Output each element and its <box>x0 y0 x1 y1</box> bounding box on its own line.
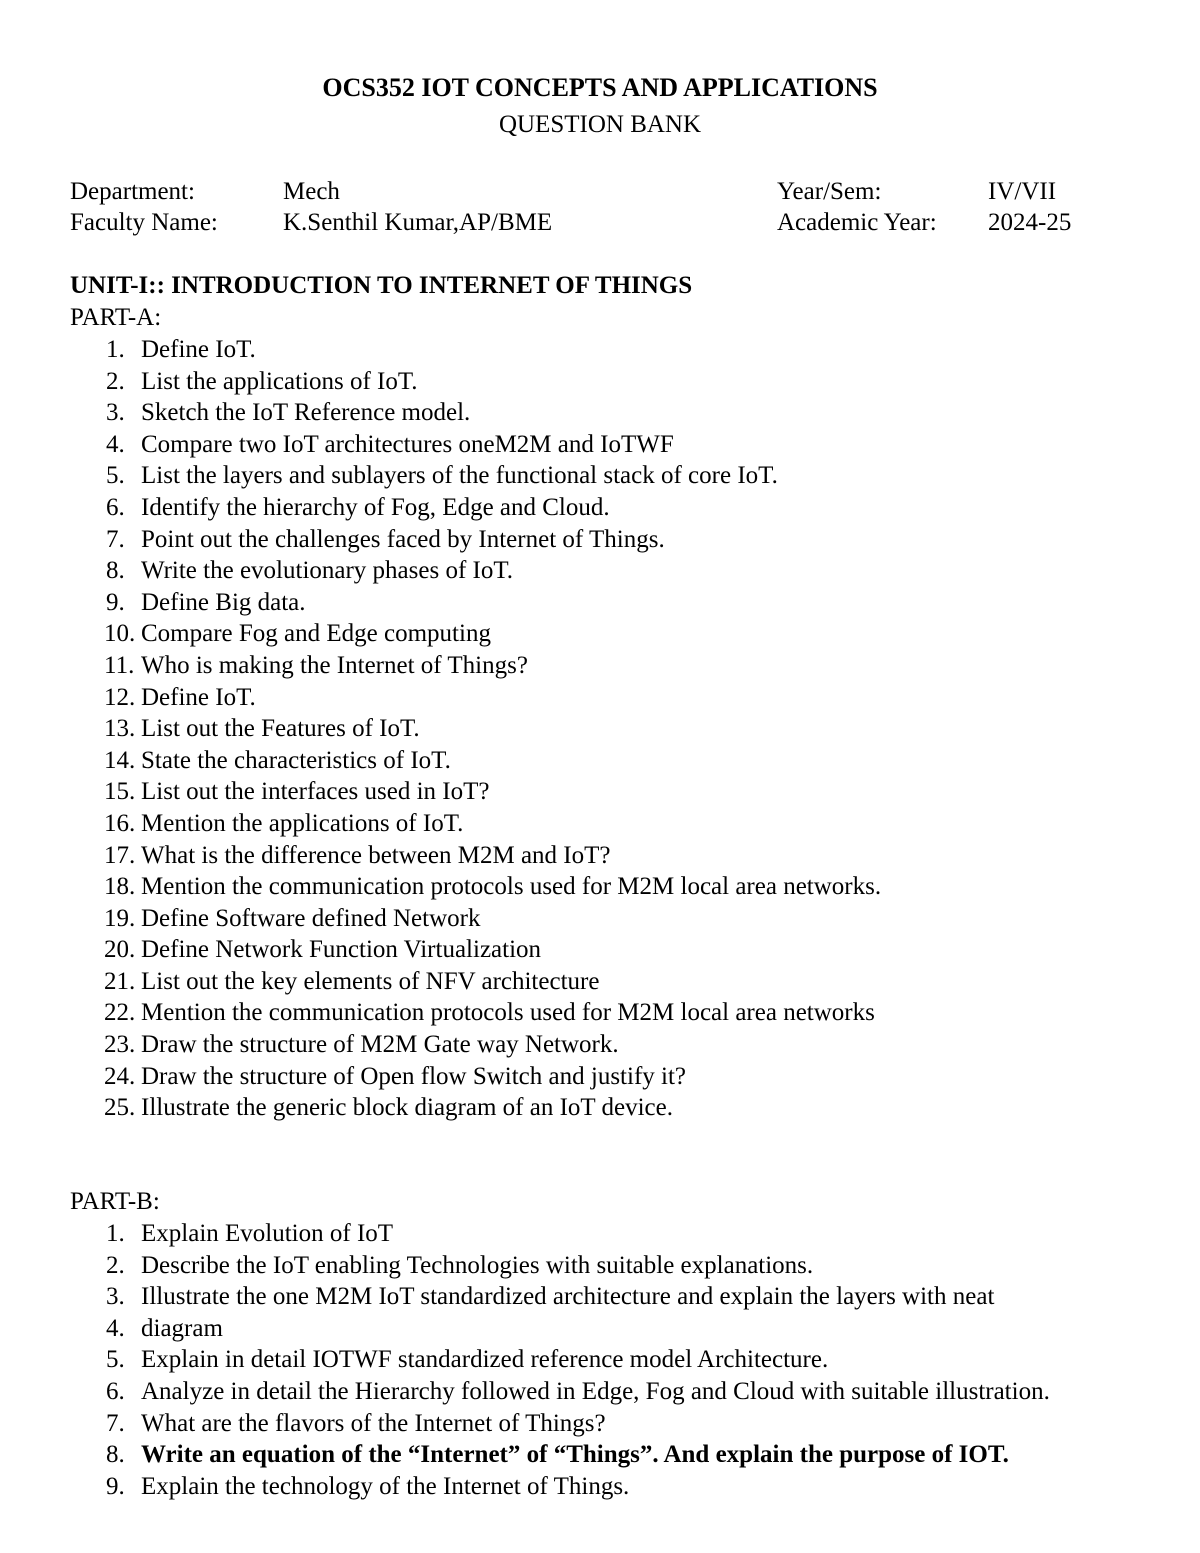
part-a-question-item <box>0 492 1200 524</box>
faculty-value: K.Senthil Kumar,AP/BME <box>283 209 553 236</box>
question-text: Explain in detail IOTWF standardized reference model Architecture. <box>141 1346 829 1374</box>
question-text: Who is making the Internet of Things? <box>141 651 528 679</box>
year-sem-label: Year/Sem: <box>777 178 882 205</box>
question-text: Compare Fog and Edge computing <box>141 620 491 648</box>
question-number: 12. <box>104 683 136 711</box>
part-a-question-item <box>0 808 1200 840</box>
question-text: Define Software defined Network <box>141 904 481 932</box>
question-number: 19. <box>104 904 136 932</box>
question-text: Analyze in detail the Hierarchy followed in Edge, Fog and Cloud with suitable illustration. <box>141 1377 1050 1405</box>
part-a-question-item <box>0 555 1200 587</box>
question-text: Point out the challenges faced by Internet of Things. <box>141 525 665 553</box>
part-b-question-item <box>0 1439 1200 1471</box>
part-a-question-item <box>0 745 1200 777</box>
part-a-question-item <box>0 587 1200 619</box>
question-number: 2. <box>106 367 125 395</box>
question-text: Write an equation of the “Internet” of “Things”. And explain the purpose of IOT. <box>141 1441 1009 1469</box>
part-b-question-item <box>0 1281 1200 1313</box>
part-a-question-item <box>0 871 1200 903</box>
part-a-question-item <box>0 682 1200 714</box>
part-a-question-item <box>0 776 1200 808</box>
part-a-question-item <box>0 840 1200 872</box>
question-text: Write the evolutionary phases of IoT. <box>141 557 514 585</box>
question-text: Define Big data. <box>141 588 306 616</box>
question-number: 8. <box>106 557 125 585</box>
question-text: Mention the communication protocols used for M2M local area networks. <box>141 873 882 901</box>
document-title: OCS352 IOT CONCEPTS AND APPLICATIONS <box>322 73 878 102</box>
academic-year-label: Academic Year: <box>777 209 937 236</box>
question-number: 4. <box>106 430 125 458</box>
document-subtitle: QUESTION BANK <box>498 111 702 138</box>
question-number: 3. <box>106 399 125 427</box>
question-number: 14. <box>104 746 136 774</box>
question-number: 13. <box>104 715 136 743</box>
question-text: Describe the IoT enabling Technologies with suitable explanations. <box>141 1251 814 1279</box>
question-number: 5. <box>106 1346 125 1374</box>
part-b-label: PART-B: <box>70 1188 160 1215</box>
part-b-question-item <box>0 1250 1200 1282</box>
question-text: List out the Features of IoT. <box>141 715 420 743</box>
question-number: 22. <box>104 999 136 1027</box>
question-text: Draw the structure of M2M Gate way Network. <box>141 1031 619 1059</box>
question-text: Explain the technology of the Internet of Things. <box>141 1472 630 1500</box>
question-text: Illustrate the one M2M IoT standardized architecture and explain the layers with neat <box>141 1283 995 1311</box>
question-text: What is the difference between M2M and IoT? <box>141 841 611 869</box>
question-number: 5. <box>106 462 125 490</box>
part-b-question-list <box>0 1218 1200 1502</box>
question-text: What are the flavors of the Internet of Things? <box>141 1409 606 1437</box>
faculty-label: Faculty Name: <box>70 209 218 236</box>
part-b-question-item <box>0 1218 1200 1250</box>
part-a-question-item <box>0 524 1200 556</box>
department-label: Department: <box>70 178 195 205</box>
part-a-question-item <box>0 366 1200 398</box>
question-text: Illustrate the generic block diagram of an IoT device. <box>141 1094 673 1122</box>
part-a-question-item <box>0 997 1200 1029</box>
question-text: Compare two IoT architectures oneM2M and IoTWF <box>141 430 674 458</box>
question-text: List the applications of IoT. <box>141 367 418 395</box>
question-number: 9. <box>106 1472 125 1500</box>
part-a-question-item <box>0 618 1200 650</box>
question-number: 8. <box>106 1441 125 1469</box>
question-number: 21. <box>104 967 136 995</box>
question-number: 25. <box>104 1094 136 1122</box>
part-a-question-item <box>0 1092 1200 1124</box>
question-text: Mention the applications of IoT. <box>141 809 464 837</box>
question-number: 17. <box>104 841 136 869</box>
question-number: 23. <box>104 1031 136 1059</box>
question-text: Define Network Function Virtualization <box>141 936 542 964</box>
question-number: 16. <box>104 809 136 837</box>
part-a-question-item <box>0 397 1200 429</box>
question-number: 6. <box>106 493 125 521</box>
question-text: List out the interfaces used in IoT? <box>141 778 490 806</box>
question-number: 6. <box>106 1377 125 1405</box>
part-b-question-item <box>0 1471 1200 1503</box>
question-number: 1. <box>106 336 125 363</box>
question-number: 11. <box>104 651 135 679</box>
part-b-question-item <box>0 1376 1200 1408</box>
question-text: diagram <box>141 1314 223 1342</box>
part-a-question-item <box>0 1029 1200 1061</box>
question-text: Explain Evolution of IoT <box>141 1220 394 1247</box>
question-text: Draw the structure of Open flow Switch and justify it? <box>141 1062 687 1090</box>
part-a-question-item <box>0 460 1200 492</box>
part-a-question-item <box>0 934 1200 966</box>
question-number: 7. <box>106 1409 125 1437</box>
question-number: 7. <box>106 525 125 553</box>
question-text: List the layers and sublayers of the functional stack of core IoT. <box>141 462 778 490</box>
academic-year-value: 2024-25 <box>988 209 1072 236</box>
question-text: Mention the communication protocols used for M2M local area networks <box>141 999 875 1027</box>
question-text: Sketch the IoT Reference model. <box>141 399 471 427</box>
question-number: 20. <box>104 936 136 964</box>
question-number: 4. <box>106 1314 125 1342</box>
part-a-question-item <box>0 650 1200 682</box>
question-number: 3. <box>106 1283 125 1311</box>
question-number: 15. <box>104 778 136 806</box>
part-a-label: PART-A: <box>70 304 162 331</box>
part-a-question-item <box>0 966 1200 998</box>
question-text: Identify the hierarchy of Fog, Edge and Cloud. <box>141 493 610 521</box>
question-number: 18. <box>104 873 136 901</box>
part-a-question-item <box>0 903 1200 935</box>
part-a-question-item <box>0 334 1200 366</box>
part-b-question-item <box>0 1313 1200 1345</box>
question-number: 1. <box>106 1220 125 1247</box>
unit-heading: UNIT-I:: INTRODUCTION TO INTERNET OF THINGS <box>70 272 693 299</box>
question-text: Define IoT. <box>141 683 256 711</box>
question-text: State the characteristics of IoT. <box>141 746 451 774</box>
year-sem-value: IV/VII <box>988 178 1057 205</box>
question-number: 24. <box>104 1062 136 1090</box>
part-a-question-item <box>0 713 1200 745</box>
question-number: 10. <box>104 620 136 648</box>
question-text: Define IoT. <box>141 336 256 363</box>
department-value: Mech <box>283 178 340 205</box>
question-number: 2. <box>106 1251 125 1279</box>
question-number: 9. <box>106 588 125 616</box>
part-a-question-item <box>0 1061 1200 1093</box>
part-b-question-item <box>0 1344 1200 1376</box>
question-text: List out the key elements of NFV architecture <box>141 967 600 995</box>
part-b-question-item <box>0 1408 1200 1440</box>
part-a-question-list <box>0 334 1200 1124</box>
part-a-question-item <box>0 429 1200 461</box>
